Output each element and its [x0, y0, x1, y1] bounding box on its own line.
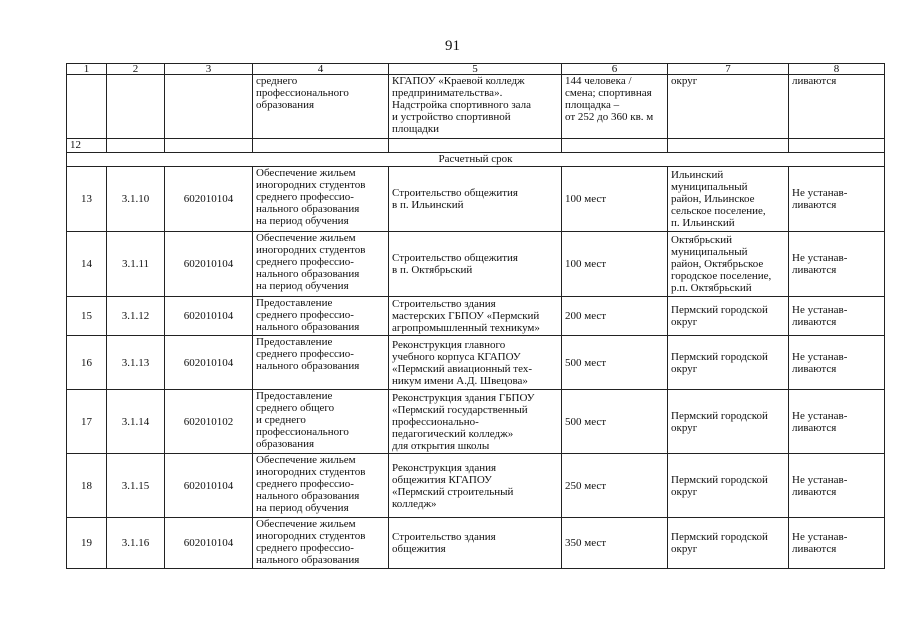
object-id: 602010104 [165, 454, 253, 518]
item-code: 3.1.13 [107, 336, 165, 390]
object-cell: Реконструкция здания ГБПОУ «Пермский государственный профессионально- педагогический колледж» для открытия школы [389, 390, 562, 454]
purpose-cell: Предоставление среднего профессио- нального образования [253, 297, 389, 336]
location-cell: Пермский городской округ [668, 518, 789, 569]
zones-cell: Не устанав- ливаются [789, 518, 885, 569]
section-title: Расчетный срок [67, 153, 885, 167]
cell-empty [165, 75, 253, 139]
table-row [67, 518, 885, 569]
table-row [67, 336, 885, 390]
purpose-cell: Предоставление среднего общего и среднего профессионального образования [253, 390, 389, 454]
capacity-cell: 200 мест [562, 297, 668, 336]
column-number: 5 [389, 64, 562, 75]
capacity-cell: 100 мест [562, 167, 668, 232]
object-cell: Строительство здания общежития [389, 518, 562, 569]
item-code: 3.1.10 [107, 167, 165, 232]
row-number: 14 [67, 232, 107, 297]
row-number: 13 [67, 167, 107, 232]
object-cell: КГАПОУ «Краевой колледж предпринимательства». Надстройка спортивного зала и устройство спортивной площадки [389, 75, 562, 139]
section-row [67, 153, 885, 167]
cell-empty [789, 139, 885, 153]
capacity-cell: 100 мест [562, 232, 668, 297]
capacity-cell: 144 человека / смена; спортивная площадка – от 252 до 360 кв. м [562, 75, 668, 139]
cell-empty [389, 139, 562, 153]
object-id: 602010104 [165, 297, 253, 336]
location-cell: Пермский городской округ [668, 297, 789, 336]
column-number-row [67, 64, 885, 75]
row-12 [67, 139, 885, 153]
object-id: 602010104 [165, 518, 253, 569]
item-code: 3.1.15 [107, 454, 165, 518]
column-number: 7 [668, 64, 789, 75]
page-number: 91 [445, 38, 460, 54]
item-code: 3.1.11 [107, 232, 165, 297]
zones-cell: Не устанав- ливаются [789, 167, 885, 232]
zones-cell: Не устанав- ливаются [789, 232, 885, 297]
object-id: 602010104 [165, 336, 253, 390]
zones-cell: ливаются [789, 75, 885, 139]
zones-cell: Не устанав- ливаются [789, 390, 885, 454]
table-row [67, 454, 885, 518]
purpose-cell: Обеспечение жильем иногородних студентов среднего профессио- нального образования на период обучения [253, 167, 389, 232]
column-number: 1 [67, 64, 107, 75]
table-row [67, 390, 885, 454]
cell-empty [668, 139, 789, 153]
cell-empty [107, 139, 165, 153]
object-cell: Строительство общежития в п. Октябрьский [389, 232, 562, 297]
cell-empty [165, 139, 253, 153]
item-code: 3.1.16 [107, 518, 165, 569]
cell-empty [253, 139, 389, 153]
column-number: 4 [253, 64, 389, 75]
object-id: 602010104 [165, 167, 253, 232]
location-cell: Пермский городской округ [668, 454, 789, 518]
cell-empty [67, 75, 107, 139]
row-number: 18 [67, 454, 107, 518]
capacity-cell: 350 мест [562, 518, 668, 569]
purpose-cell: Обеспечение жильем иногородних студентов среднего профессио- нального образования на период обучения [253, 232, 389, 297]
location-cell: Пермский городской округ [668, 336, 789, 390]
item-code: 3.1.12 [107, 297, 165, 336]
location-cell: Октябрьский муниципальный район, Октябрьское городское поселение, р.п. Октябрьский [668, 232, 789, 297]
column-number: 8 [789, 64, 885, 75]
continuation-row [67, 75, 885, 139]
object-cell: Строительство общежития в п. Ильинский [389, 167, 562, 232]
column-number: 6 [562, 64, 668, 75]
column-number: 2 [107, 64, 165, 75]
row-number: 17 [67, 390, 107, 454]
row-number: 16 [67, 336, 107, 390]
object-cell: Реконструкция главного учебного корпуса КГАПОУ «Пермский авиационный тех- никум имени А.Д. Швецова» [389, 336, 562, 390]
zones-cell: Не устанав- ливаются [789, 336, 885, 390]
purpose-cell: Обеспечение жильем иногородних студентов среднего профессио- нального образования на период обучения [253, 454, 389, 518]
row-number: 15 [67, 297, 107, 336]
row-number: 19 [67, 518, 107, 569]
purpose-cell: Обеспечение жильем иногородних студентов среднего профессио- нального образования [253, 518, 389, 569]
capacity-cell: 500 мест [562, 336, 668, 390]
planning-table [66, 63, 885, 569]
zones-cell: Не устанав- ливаются [789, 454, 885, 518]
purpose-cell: Предоставление среднего профессио- нального образования [253, 336, 389, 390]
cell-empty [107, 75, 165, 139]
table-row [67, 297, 885, 336]
row-number: 12 [67, 139, 107, 153]
zones-cell: Не устанав- ливаются [789, 297, 885, 336]
cell-empty [562, 139, 668, 153]
object-cell: Строительство здания мастерских ГБПОУ «Пермский агропромышленный техникум» [389, 297, 562, 336]
capacity-cell: 250 мест [562, 454, 668, 518]
object-id: 602010104 [165, 232, 253, 297]
table-row [67, 232, 885, 297]
data-rows [67, 167, 885, 569]
capacity-cell: 500 мест [562, 390, 668, 454]
purpose-cell: среднего профессионального образования [253, 75, 389, 139]
object-id: 602010102 [165, 390, 253, 454]
object-cell: Реконструкция здания общежития КГАПОУ «Пермский строительный колледж» [389, 454, 562, 518]
column-number: 3 [165, 64, 253, 75]
location-cell: Пермский городской округ [668, 390, 789, 454]
table-row [67, 167, 885, 232]
item-code: 3.1.14 [107, 390, 165, 454]
location-cell: Ильинский муниципальный район, Ильинское сельское поселение, п. Ильинский [668, 167, 789, 232]
location-cell: округ [668, 75, 789, 139]
